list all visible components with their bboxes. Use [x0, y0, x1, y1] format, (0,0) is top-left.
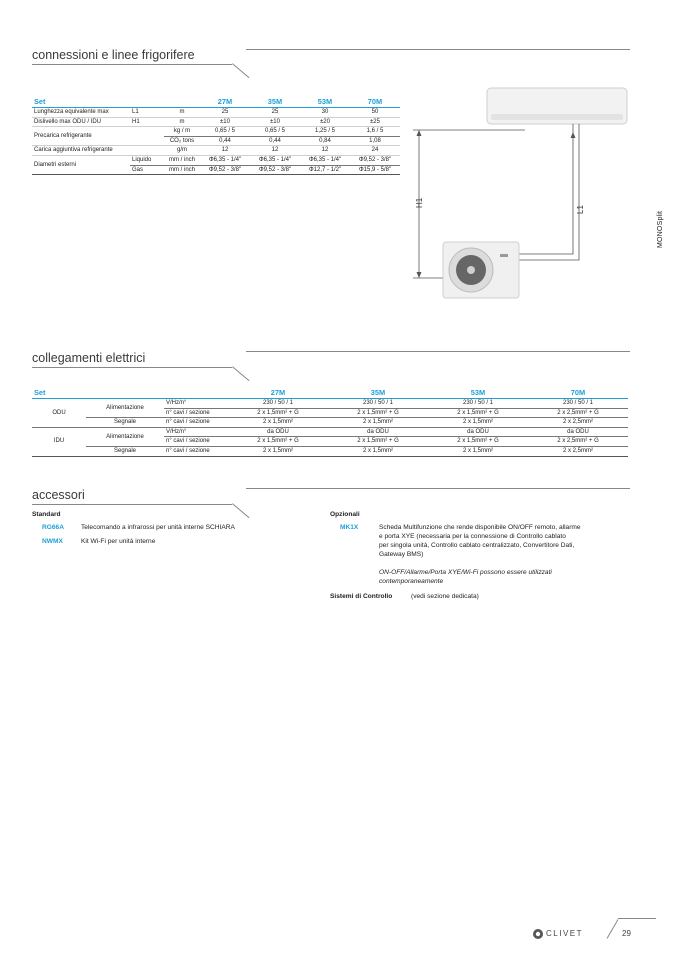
cell: 2 x 2,5mm²: [528, 446, 628, 456]
row-symbol: H1: [130, 117, 164, 127]
cell: 25: [250, 108, 300, 118]
cell: 2 x 1,5mm²: [428, 446, 528, 456]
cell: 50: [350, 108, 400, 118]
cell: Φ9,52 - 3/8": [350, 155, 400, 165]
header-27m: 27M: [270, 388, 286, 397]
header-set: Set: [34, 97, 46, 106]
cell: 2 x 1,5mm² + G: [228, 437, 328, 447]
row-symbol: Gas: [130, 165, 164, 175]
text-line: e porta XYE (necessaria per la connessione di Controllo cablato: [379, 533, 566, 540]
header-70m: 70M: [367, 97, 383, 106]
cell: 25: [200, 108, 250, 118]
section-slash: [232, 63, 249, 78]
cell: 0,44: [250, 136, 300, 146]
table-row: [32, 399, 628, 409]
text-line: contemporaneamente: [379, 578, 444, 585]
section-title-electrical: collegamenti elettrici: [32, 351, 146, 365]
cell: da ODU: [528, 427, 628, 437]
cell: 2 x 1,5mm² + G: [228, 408, 328, 418]
table-row: [32, 155, 400, 165]
header-53m: 53M: [317, 97, 333, 106]
row-label: Carica aggiuntiva refrigerante: [32, 146, 130, 156]
sistemi-heading: Sistemi di Controllo: [330, 593, 393, 600]
cell: 2 x 1,5mm²: [228, 418, 328, 428]
cell: 2 x 1,5mm² + G: [328, 437, 428, 447]
row-unit: g/m: [164, 146, 200, 156]
cell: 0,65 / 5: [200, 127, 250, 137]
table-row: [32, 117, 400, 127]
clivet-logo-icon: [532, 928, 544, 940]
table-row: [32, 108, 400, 118]
table-header-row: [32, 388, 628, 399]
row-unit: n° cavi / sezione: [164, 418, 228, 428]
standard-heading: Standard: [32, 511, 61, 518]
cell: ±25: [350, 117, 400, 127]
row-unit: mm / inch: [164, 155, 200, 165]
row-label: Diametri esterni: [32, 155, 130, 174]
row-unit: n° cavi / sezione: [164, 437, 228, 447]
footer-brand: CLIVET: [546, 929, 584, 938]
row-unit: V/Hz/n°: [164, 427, 228, 437]
cell: 2 x 2,5mm²: [528, 418, 628, 428]
cell: 0,65 / 5: [250, 127, 300, 137]
sistemi-desc: (vedi sezione dedicata): [411, 593, 479, 600]
cell: da ODU: [228, 427, 328, 437]
cell: 2 x 1,5mm²: [328, 418, 428, 428]
alimentazione-label: Alimentazione: [86, 427, 164, 446]
cell: 1,08: [350, 136, 400, 146]
table-row: [32, 127, 400, 137]
table-header-row: [32, 97, 400, 108]
code-mk1x: MK1X: [340, 524, 359, 531]
table-row: [32, 146, 400, 156]
cell: 2 x 1,5mm² + G: [428, 408, 528, 418]
section-slash: [232, 503, 249, 518]
cell: Φ6,35 - 1/4": [250, 155, 300, 165]
text-line: ON-OFF/Allarme/Porta XYE/Wi-Fi possono essere utilizzati: [379, 569, 552, 576]
section-topline: [246, 351, 630, 352]
row-unit: n° cavi / sezione: [164, 408, 228, 418]
mk1x-note: [379, 568, 552, 586]
row-label: Dislivello max ODU / IDU: [32, 117, 130, 127]
cell: 2 x 1,5mm²: [228, 446, 328, 456]
cell: 1,6 / 5: [350, 127, 400, 137]
footer-slash: [607, 919, 619, 939]
cell: 2 x 1,5mm² + G: [328, 408, 428, 418]
cell: ±20: [300, 117, 350, 127]
cell: 230 / 50 / 1: [228, 399, 328, 409]
outdoor-unit-image: [443, 242, 519, 298]
cell: Φ9,52 - 3/8": [250, 165, 300, 175]
section-underline: [32, 504, 232, 505]
table-row: [32, 418, 628, 428]
cell: 230 / 50 / 1: [428, 399, 528, 409]
cell: ±10: [200, 117, 250, 127]
cell: 0,84: [300, 136, 350, 146]
installation-diagram: [405, 84, 635, 304]
section-topline: [246, 488, 630, 489]
table-row: [32, 427, 628, 437]
section-underline: [32, 367, 232, 368]
l1-piping: [519, 124, 579, 260]
cell: 30: [300, 108, 350, 118]
text-line: Scheda Multifunzione che rende disponibile ON/OFF remoto, allarme: [379, 524, 581, 531]
cell: 12: [250, 146, 300, 156]
code-rg66a: RG66A: [42, 524, 64, 531]
header-27m: 27M: [217, 97, 233, 106]
cell: Φ9,52 - 3/8": [200, 165, 250, 175]
cell: 0,44: [200, 136, 250, 146]
section-topline: [246, 49, 630, 50]
row-unit: CO₂ tons: [164, 136, 200, 146]
section-underline: [32, 64, 232, 65]
cell: 2 x 1,5mm²: [428, 418, 528, 428]
cell: 24: [350, 146, 400, 156]
cell: 1,25 / 5: [300, 127, 350, 137]
cell: 2 x 1,5mm² + G: [428, 437, 528, 447]
row-unit: n° cavi / sezione: [164, 446, 228, 456]
text-line: per singola unità, Controllo cablato centralizzato, Convertitore Dati,: [379, 542, 575, 549]
page-number: 29: [622, 929, 631, 938]
desc-rg66a: Telecomando a infrarossi per unità interne SCHIARA: [81, 524, 235, 531]
cell: 230 / 50 / 1: [528, 399, 628, 409]
desc-mk1x: [379, 523, 581, 559]
segnale-label: Segnale: [86, 446, 164, 456]
indoor-unit-image: [487, 88, 627, 124]
desc-nwmx: Kit Wi-Fi per unità interne: [81, 538, 156, 545]
alimentazione-label: Alimentazione: [86, 399, 164, 418]
code-nwmx: NWMX: [42, 538, 63, 545]
segnale-label: Segnale: [86, 418, 164, 428]
header-53m: 53M: [470, 388, 486, 397]
row-unit: V/Hz/n°: [164, 399, 228, 409]
cell: Φ15,9 - 5/8": [350, 165, 400, 175]
header-70m: 70M: [570, 388, 586, 397]
cell: 12: [200, 146, 250, 156]
electrical-table: [32, 388, 628, 457]
idu-label: IDU: [32, 427, 86, 456]
cell: Φ6,35 - 1/4": [300, 155, 350, 165]
row-symbol: [130, 146, 164, 156]
cell: ±10: [250, 117, 300, 127]
cell: 2 x 2,5mm² + G: [528, 437, 628, 447]
cell: da ODU: [328, 427, 428, 437]
section-title-refrigerant: connessioni e linee frigorifere: [32, 48, 195, 62]
row-symbol: Liquido: [130, 155, 164, 165]
header-set: Set: [34, 388, 46, 397]
cell: 2 x 2,5mm² + G: [528, 408, 628, 418]
row-unit: m: [164, 108, 200, 118]
text-line: Gateway BMS): [379, 551, 424, 558]
odu-label: ODU: [32, 399, 86, 428]
row-unit: kg / m: [164, 127, 200, 137]
row-label: Precarica refrigerante: [32, 127, 130, 146]
header-35m: 35M: [267, 97, 283, 106]
footer-line: [618, 918, 656, 919]
table-row: [32, 446, 628, 456]
cell: Φ12,7 - 1/2": [300, 165, 350, 175]
section-title-accessories: accessori: [32, 488, 85, 502]
cell: 12: [300, 146, 350, 156]
row-symbol: L1: [130, 108, 164, 118]
row-label: Lunghezza equivalente max: [32, 108, 130, 118]
l1-label: L1: [576, 205, 585, 214]
side-tab-monosplit: MONOSplit: [657, 210, 664, 248]
cell: Φ6,35 - 1/4": [200, 155, 250, 165]
refrigerant-table: [32, 97, 400, 175]
cell: 230 / 50 / 1: [328, 399, 428, 409]
row-unit: m: [164, 117, 200, 127]
opzionali-heading: Opzionali: [330, 511, 360, 518]
row-symbol: [130, 127, 164, 146]
h1-label: H1: [415, 197, 424, 208]
cell: da ODU: [428, 427, 528, 437]
header-35m: 35M: [370, 388, 386, 397]
section-slash: [232, 366, 249, 381]
row-unit: mm / inch: [164, 165, 200, 175]
cell: 2 x 1,5mm²: [328, 446, 428, 456]
